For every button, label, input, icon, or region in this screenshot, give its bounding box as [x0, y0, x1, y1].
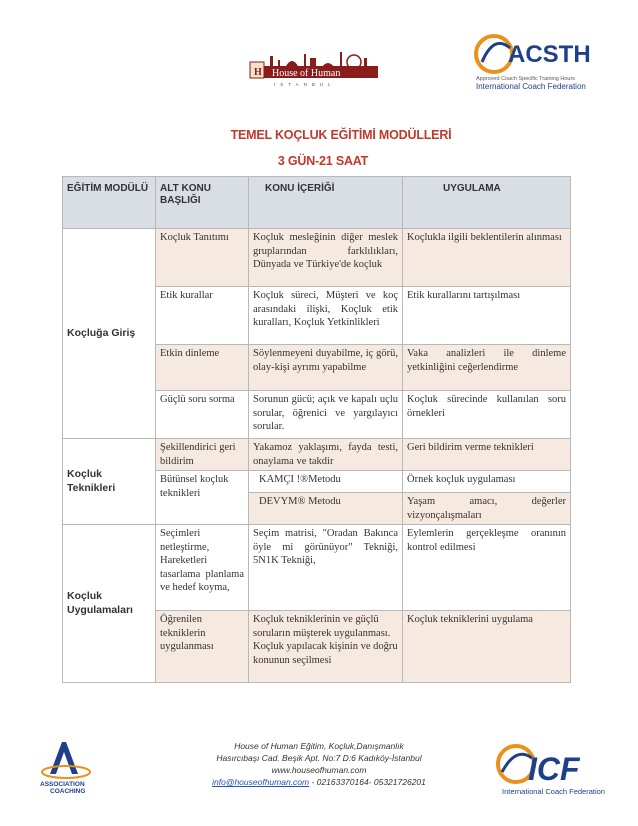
footer-email-phone [150, 776, 488, 788]
content-cell: Seçim matrisi, "Oradan Bakınca öyle mi görünüyor" Tekniği, 5N1K Tekniği, [249, 525, 403, 611]
content-cell: Koçluk tekniklerinin ve güçlü soruların müşterek uygulanması. Koçluk yapılacak kişinin ve doğru konunun seçilmesi [249, 611, 403, 683]
application-cell: Koçluk tekniklerini uygulama [403, 611, 571, 683]
application-cell: Örnek koçluk uygulaması [403, 471, 571, 493]
alt-cell: Etik kurallar [156, 287, 249, 345]
table-row [63, 525, 571, 611]
application-cell: Etik kurallarını tartışılması [403, 287, 571, 345]
alt-cell: Güçlü soru sorma [156, 391, 249, 439]
content-cell: Koçluk süreci, Müşteri ve koç arasındaki ilişki, Koçluk etik kuralları, Koçluk Yetkinlikleri [249, 287, 403, 345]
header-cell: UYGULAMA [403, 177, 571, 229]
footer-phones: - 02163370164- 05321726201 [309, 777, 426, 787]
footer-company: House of Human Eğitim, Koçluk,Danışmanlık [234, 741, 404, 751]
header-cell: EĞİTİM MODÜLÜ [63, 177, 156, 229]
header-cell: ALT KONU BAŞLIĞI [156, 177, 249, 229]
alt-cell: Bütünsel koçluk teknikleri [156, 471, 249, 525]
application-cell: Geri bildirim verme teknikleri [403, 439, 571, 471]
footer-email-link[interactable]: info@houseofhuman.com [212, 777, 310, 787]
application-cell: Vaka analizleri ile dinleme yetkinliğini ceğerlendirme [403, 345, 571, 391]
module-name: Koçluk Uygulamaları [63, 525, 156, 683]
aoc-logo-line1: ASSOCIATION [40, 781, 85, 788]
document-title: TEMEL KOÇLUK EĞİTİMİ MODÜLLERİ [230, 128, 452, 142]
house-of-human-logo [248, 48, 382, 88]
application-cell: Eylemlerin gerçekleşme oranının kontrol edilmesi [403, 525, 571, 611]
acsth-logo [472, 28, 622, 92]
content-cell: Sorunun gücü; açık ve kapalı uçlu sorular, öğrenici ve yargılayıcı sorular. [249, 391, 403, 439]
association-for-coaching-logo [36, 738, 96, 794]
module-name: Koçluğa Giriş [63, 229, 156, 439]
alt-cell: Etkin dinleme [156, 345, 249, 391]
content-cell: Koçluk mesleğinin diğer meslek gruplarından farklılıkları, Dünyada ve Türkiye'de koçluk [249, 229, 403, 287]
house-of-human-logo-sub: ISTANBUL [274, 82, 336, 87]
footer-address: Hasırcıbaşı Cad. Beşik Apt. No:7 D:6 Kadıköy-İstanbul [216, 753, 422, 763]
alt-cell: Seçimleri netleştirme, Hareketleri tasarlama planlama ve hedef koyma, [156, 525, 249, 611]
footer-contact [150, 740, 488, 788]
content-cell: Yakamoz yaklaşımı, fayda testi, onaylama ve takdir [249, 439, 403, 471]
application-cell: Koçluk sürecinde kullanılan soru örnekleri [403, 391, 571, 439]
acsth-logo-text: ACSTH [508, 41, 591, 68]
aoc-logo-line2: COACHING [50, 788, 86, 794]
modules-table [62, 176, 571, 683]
content-cell: DEVYM® Metodu [249, 493, 403, 525]
module-name: Koçluk Teknikleri [63, 439, 156, 525]
table-row [63, 439, 571, 471]
footer-website[interactable]: www.houseofhuman.com [271, 765, 367, 775]
document-subtitle: 3 GÜN-21 SAAT [277, 154, 369, 168]
icf-logo-text: ICF [528, 751, 580, 787]
alt-cell: Koçluk Tanıtımı [156, 229, 249, 287]
application-cell: Yaşam amacı, değerler vizyonçalışmaları [403, 493, 571, 525]
house-of-human-logo-text: House of Human [272, 68, 341, 79]
content-cell: KAMÇI !®Metodu [249, 471, 403, 493]
alt-cell: Şekillendirici geri bildirim [156, 439, 249, 471]
acsth-logo-line2: International Coach Federation [476, 82, 586, 91]
table-header-row [63, 177, 571, 229]
acsth-logo-line1: Approved Coach Specific Training Hours [476, 76, 576, 82]
alt-cell: Öğrenilen tekniklerin uygulanması [156, 611, 249, 683]
application-cell: Koçlukla ilgili beklentilerin alınması [403, 229, 571, 287]
icf-logo-sub: International Coach Federation [502, 787, 605, 796]
icf-logo [494, 740, 618, 798]
header-cell: KONU İÇERİĞİ [249, 177, 403, 229]
content-cell: Söylenmeyeni duyabilme, iç görü, olay-kişi ayrımı yapabilme [249, 345, 403, 391]
svg-text:H: H [254, 67, 262, 78]
table-row [63, 229, 571, 287]
